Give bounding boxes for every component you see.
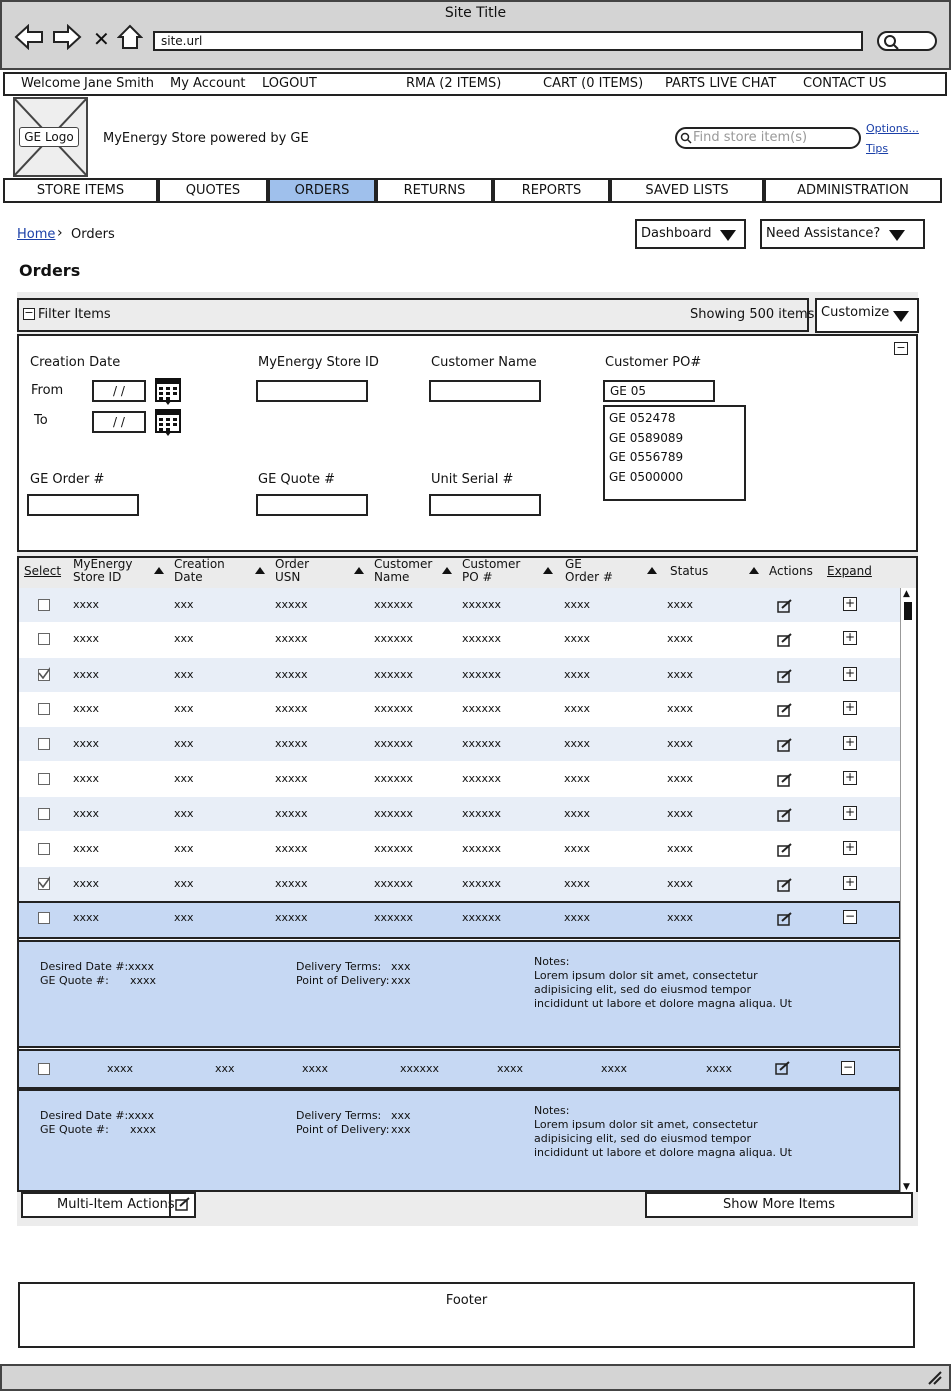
dashboard-dropdown-label: Dashboard	[641, 226, 712, 241]
edit-icon[interactable]	[777, 772, 793, 792]
delivery-terms-value: xxx	[391, 960, 411, 973]
store-id-cell: xxxx	[73, 668, 100, 681]
header-line: Creation	[174, 557, 225, 571]
resize-grip-icon[interactable]	[925, 1368, 943, 1390]
edit-icon[interactable]	[777, 877, 793, 897]
scroll-up-icon[interactable]: ▲	[903, 589, 910, 599]
creation-date-label: Creation Date	[30, 355, 121, 370]
ge-order-label: GE Order #	[30, 472, 105, 487]
store-id-label: MyEnergy Store ID	[258, 355, 379, 370]
unit-serial-input[interactable]	[429, 494, 541, 516]
contact-us-link[interactable]: CONTACT US	[803, 76, 887, 91]
po-suggestion[interactable]: GE 0589089	[609, 430, 684, 445]
sort-arrow-icon[interactable]	[354, 567, 364, 574]
table-row[interactable]	[19, 832, 901, 866]
order-usn-cell: xxxx	[302, 1062, 329, 1075]
tab-quotes[interactable]: QUOTES	[158, 178, 268, 203]
tips-link[interactable]: Tips	[866, 142, 889, 155]
sort-arrow-icon[interactable]	[543, 567, 553, 574]
creation-date-cell: xxx	[174, 737, 194, 750]
creation-date-cell: xxx	[174, 598, 194, 611]
need-assistance-label: Need Assistance?	[766, 226, 881, 241]
customize-label: Customize	[821, 305, 890, 320]
order-usn-column-header[interactable]	[275, 558, 309, 584]
expand-row-icon[interactable]: +	[844, 770, 856, 784]
order-detail-panel	[17, 940, 901, 1048]
tab-store-items[interactable]: STORE ITEMS	[3, 178, 158, 203]
customer-name-cell: xxxxxx	[374, 632, 414, 645]
delivery-terms-value: xxx	[391, 1109, 411, 1122]
breadcrumb-home-link[interactable]: Home	[17, 227, 56, 242]
footer: Footer	[18, 1282, 915, 1348]
status-cell: xxxx	[667, 911, 694, 924]
browser-search-field[interactable]	[877, 31, 937, 51]
home-icon[interactable]	[117, 24, 143, 54]
welcome-text: Welcome	[21, 76, 81, 91]
creation-date-column-header[interactable]	[174, 558, 225, 584]
dropdown-arrow-icon	[893, 311, 909, 322]
collapse-row-icon[interactable]: −	[842, 1060, 854, 1074]
parts-live-chat-link[interactable]: PARTS LIVE CHAT	[665, 76, 777, 91]
notes-line: Lorem ipsum dolor sit amet, consectetur	[534, 1118, 758, 1131]
status-cell: xxxx	[667, 877, 694, 890]
from-label: From	[31, 383, 64, 398]
sort-arrow-icon[interactable]	[749, 567, 759, 574]
customer-name-cell: xxxxxx	[374, 668, 414, 681]
customer-po-cell: xxxxxx	[462, 842, 502, 855]
multi-item-actions-button[interactable]	[21, 1192, 196, 1218]
store-id-cell: xxxx	[73, 598, 100, 611]
creation-date-cell: xxx	[215, 1062, 235, 1075]
point-of-delivery-label: Point of Delivery:	[296, 974, 390, 987]
store-id-cell: xxxx	[107, 1062, 134, 1075]
unit-serial-label: Unit Serial #	[431, 472, 514, 487]
row-checkbox[interactable]	[38, 703, 50, 715]
sort-arrow-icon[interactable]	[647, 567, 657, 574]
customer-po-cell: xxxxxx	[462, 877, 502, 890]
collapse-row-icon[interactable]: −	[844, 909, 856, 923]
dashboard-dropdown[interactable]	[635, 219, 746, 249]
order-usn-cell: xxxxx	[275, 668, 308, 681]
customer-po-cell: xxxxxx	[462, 911, 502, 924]
customer-name-label: Customer Name	[431, 355, 537, 370]
status-cell: xxxx	[706, 1062, 733, 1075]
table-row[interactable]	[19, 727, 901, 761]
order-usn-cell: xxxxx	[275, 737, 308, 750]
table-scrollbar[interactable]	[900, 588, 916, 1192]
row-checkbox[interactable]	[38, 843, 50, 855]
logout-link[interactable]: LOGOUT	[262, 76, 317, 91]
customer-po-column-header[interactable]	[462, 558, 520, 584]
row-checkbox[interactable]	[38, 808, 50, 820]
status-cell: xxxx	[667, 737, 694, 750]
ge-order-column-header[interactable]	[565, 558, 613, 584]
user-name: Jane Smith	[84, 76, 155, 91]
dropdown-arrow-icon	[720, 230, 736, 241]
tab-reports[interactable]: REPORTS	[493, 178, 610, 203]
po-suggestion[interactable]: GE 0500000	[609, 469, 684, 484]
expand-column-header[interactable]: Expand	[827, 564, 872, 578]
ge-order-cell: xxxx	[564, 632, 591, 645]
expand-row-icon[interactable]: +	[844, 735, 856, 749]
customer-po-label: Customer PO#	[605, 355, 702, 370]
browser-title: Site Title	[444, 5, 507, 21]
customer-name-cell: xxxxxx	[374, 842, 414, 855]
table-row[interactable]	[19, 622, 901, 656]
ge-order-cell: xxxx	[564, 737, 591, 750]
search-icon	[680, 132, 692, 148]
customer-name-cell: xxxxxx	[374, 807, 414, 820]
multi-item-actions-label: Multi-Item Actions	[57, 1197, 175, 1212]
search-icon	[883, 34, 899, 54]
creation-date-cell: xxx	[174, 702, 194, 715]
customer-po-cell: xxxxxx	[462, 632, 502, 645]
ge-order-cell: xxxx	[601, 1062, 628, 1075]
row-checkbox[interactable]	[38, 773, 50, 785]
notes-line: adipisicing elit, sed do eiusmod tempor	[534, 983, 752, 996]
notes-label: Notes:	[534, 955, 570, 968]
status-cell: xxxx	[667, 772, 694, 785]
customer-name-cell: xxxxxx	[374, 772, 414, 785]
ge-order-input[interactable]	[27, 494, 139, 516]
edit-icon[interactable]	[777, 632, 793, 652]
creation-date-cell: xxx	[174, 807, 194, 820]
expand-row-icon[interactable]: +	[844, 840, 856, 854]
notes-line: incididunt ut labore et dolore magna aliqua. Ut	[534, 997, 792, 1010]
header-line: Order #	[565, 570, 613, 584]
calendar-icon[interactable]	[155, 409, 179, 433]
expand-row-icon[interactable]: +	[844, 700, 856, 714]
point-of-delivery-value: xxx	[391, 974, 411, 987]
edit-icon[interactable]	[777, 598, 793, 618]
store-name: MyEnergy Store powered by GE	[103, 131, 309, 146]
order-detail-panel	[17, 1089, 901, 1192]
creation-date-cell: xxx	[174, 842, 194, 855]
expand-row-icon[interactable]: +	[844, 875, 856, 889]
rma-link[interactable]: RMA (2 ITEMS)	[406, 76, 502, 91]
store-id-cell: xxxx	[73, 842, 100, 855]
notes-line: Lorem ipsum dolor sit amet, consectetur	[534, 969, 758, 982]
page-title: Orders	[19, 261, 81, 280]
sort-arrow-icon[interactable]	[154, 567, 164, 574]
order-usn-cell: xxxxx	[275, 911, 308, 924]
customer-name-cell: xxxxxx	[374, 877, 414, 890]
customer-po-cell: xxxxxx	[462, 772, 502, 785]
table-row-expanded[interactable]	[17, 1049, 901, 1089]
customer-name-cell: xxxxxx	[374, 598, 414, 611]
row-checkbox[interactable]	[38, 738, 50, 750]
row-checkbox[interactable]	[38, 1063, 50, 1075]
edit-icon[interactable]	[775, 1060, 791, 1080]
ge-quote-label: GE Quote #	[258, 472, 335, 487]
creation-date-cell: xxx	[174, 772, 194, 785]
header-line: PO #	[462, 570, 493, 584]
store-id-column-header[interactable]	[73, 558, 132, 584]
customer-name-cell: xxxxxx	[400, 1062, 440, 1075]
order-usn-cell: xxxxx	[275, 598, 308, 611]
collapse-icon[interactable]: −	[24, 306, 34, 319]
ge-quote-value: xxxx	[130, 974, 157, 987]
customer-po-cell: xxxxxx	[462, 737, 502, 750]
order-usn-cell: xxxxx	[275, 842, 308, 855]
expand-row-icon[interactable]: +	[844, 596, 856, 610]
store-id-cell: xxxx	[73, 772, 100, 785]
tab-administration[interactable]: ADMINISTRATION	[764, 178, 942, 203]
status-column-header[interactable]: Status	[670, 564, 709, 578]
sort-arrow-icon[interactable]	[255, 567, 265, 574]
store-id-cell: xxxx	[73, 807, 100, 820]
notes-line: incididunt ut labore et dolore magna aliqua. Ut	[534, 1146, 792, 1159]
table-row[interactable]	[19, 797, 901, 831]
ge-order-cell: xxxx	[564, 877, 591, 890]
table-row[interactable]	[19, 867, 901, 901]
store-id-cell: xxxx	[73, 632, 100, 645]
edit-icon[interactable]	[777, 911, 793, 931]
stop-icon[interactable]: ✕	[93, 27, 110, 51]
chevron-right-icon: ›	[57, 225, 63, 241]
edit-icon[interactable]	[777, 737, 793, 757]
customer-name-cell: xxxxxx	[374, 911, 414, 924]
my-account-link[interactable]: My Account	[170, 76, 246, 91]
options-link[interactable]: Options...	[866, 122, 919, 135]
header-line: USN	[275, 570, 301, 584]
customer-name-input[interactable]	[429, 380, 541, 402]
tab-returns[interactable]: RETURNS	[376, 178, 493, 203]
creation-date-cell: xxx	[174, 911, 194, 924]
store-id-cell: xxxx	[73, 877, 100, 890]
need-assistance-dropdown[interactable]	[760, 219, 925, 249]
creation-date-cell: xxx	[174, 877, 194, 890]
table-row[interactable]	[19, 588, 901, 622]
edit-icon[interactable]	[777, 842, 793, 862]
ge-order-cell: xxxx	[564, 807, 591, 820]
header-line: GE	[565, 557, 582, 571]
customer-po-cell: xxxxxx	[462, 598, 502, 611]
store-id-cell: xxxx	[73, 737, 100, 750]
show-more-items-button[interactable]: Show More Items	[645, 1192, 913, 1218]
ge-order-cell: xxxx	[564, 911, 591, 924]
desired-date-value: xxxx	[128, 960, 155, 973]
ge-quote-value: xxxx	[130, 1123, 157, 1136]
status-cell: xxxx	[667, 598, 694, 611]
customer-po-input[interactable]: GE 05	[603, 380, 715, 402]
ge-order-cell: xxxx	[564, 702, 591, 715]
order-usn-cell: xxxxx	[275, 807, 308, 820]
store-id-cell: xxxx	[73, 911, 100, 924]
ge-order-cell: xxxx	[564, 668, 591, 681]
to-label: To	[34, 413, 48, 428]
showing-count: Showing 500 items	[690, 307, 815, 322]
breadcrumb-current: Orders	[71, 227, 115, 242]
po-autocomplete-list	[603, 405, 746, 501]
customer-po-cell: xxxx	[497, 1062, 524, 1075]
ge-order-cell: xxxx	[564, 842, 591, 855]
row-checkbox[interactable]	[38, 878, 50, 890]
point-of-delivery-value: xxx	[391, 1123, 411, 1136]
status-cell: xxxx	[667, 632, 694, 645]
table-row[interactable]	[19, 762, 901, 796]
header-line: Order	[275, 557, 310, 571]
edit-icon[interactable]	[777, 702, 793, 722]
status-cell: xxxx	[667, 668, 694, 681]
expand-row-icon[interactable]: +	[844, 666, 856, 680]
calendar-icon[interactable]	[155, 378, 179, 402]
customer-name-column-header[interactable]	[374, 558, 432, 584]
cart-link[interactable]: CART (0 ITEMS)	[543, 76, 644, 91]
ge-order-cell: xxxx	[564, 598, 591, 611]
delivery-terms-label: Delivery Terms:	[296, 960, 382, 973]
customize-dropdown[interactable]	[815, 298, 919, 333]
ge-order-cell: xxxx	[564, 772, 591, 785]
back-arrow-icon[interactable]	[14, 24, 44, 55]
table-row[interactable]	[19, 658, 901, 692]
logo-label: GE Logo	[19, 127, 79, 147]
header-line: MyEnergy	[73, 557, 133, 571]
point-of-delivery-label: Point of Delivery:	[296, 1123, 390, 1136]
expand-row-icon[interactable]: +	[844, 805, 856, 819]
po-suggestion[interactable]: GE 0556789	[609, 450, 684, 464]
ge-quote-label: GE Quote #:	[40, 974, 109, 987]
from-date-input[interactable]: / /	[92, 380, 146, 402]
expand-row-icon[interactable]: +	[844, 630, 856, 644]
edit-icon[interactable]	[777, 807, 793, 827]
status-cell: xxxx	[667, 842, 694, 855]
desired-date-value: xxxx	[128, 1109, 155, 1122]
url-bar[interactable]: site.url	[153, 31, 863, 51]
scroll-thumb[interactable]	[904, 602, 912, 620]
customer-name-cell: xxxxxx	[374, 737, 414, 750]
tab-orders[interactable]: ORDERS	[268, 178, 376, 203]
forward-arrow-icon[interactable]	[52, 24, 82, 55]
actions-column-header: Actions	[769, 564, 813, 578]
order-usn-cell: xxxxx	[275, 632, 308, 645]
header-line: Customer	[374, 557, 433, 571]
row-checkbox[interactable]	[38, 633, 50, 645]
row-checkbox[interactable]	[38, 669, 50, 681]
to-date-input[interactable]: / /	[92, 411, 146, 433]
ge-quote-label: GE Quote #:	[40, 1123, 109, 1136]
delivery-terms-label: Delivery Terms:	[296, 1109, 382, 1122]
table-row[interactable]	[19, 692, 901, 726]
header-line: Store ID	[73, 570, 122, 584]
creation-date-cell: xxx	[174, 668, 194, 681]
customer-po-cell: xxxxxx	[462, 702, 502, 715]
customer-name-cell: xxxxxx	[374, 702, 414, 715]
status-cell: xxxx	[667, 702, 694, 715]
select-column-header[interactable]: Select	[24, 564, 62, 578]
order-usn-cell: xxxxx	[275, 877, 308, 890]
po-suggestion[interactable]: GE 052478	[609, 411, 676, 425]
store-id-cell: xxxx	[73, 702, 100, 715]
ge-quote-input[interactable]	[256, 494, 368, 516]
tab-saved-lists[interactable]: SAVED LISTS	[610, 178, 764, 203]
edit-icon[interactable]	[777, 668, 793, 688]
order-usn-cell: xxxxx	[275, 702, 308, 715]
order-usn-cell: xxxxx	[275, 772, 308, 785]
scroll-down-icon[interactable]: ▼	[903, 1182, 910, 1192]
edit-icon	[169, 1192, 194, 1218]
dropdown-arrow-icon	[889, 230, 905, 241]
creation-date-cell: xxx	[174, 632, 194, 645]
desired-date-label: Desired Date #:	[40, 960, 129, 973]
desired-date-label: Desired Date #:	[40, 1109, 129, 1122]
customer-po-cell: xxxxxx	[462, 807, 502, 820]
store-id-input[interactable]	[256, 380, 368, 402]
header-line: Date	[174, 570, 203, 584]
table-row-expanded[interactable]	[17, 901, 901, 939]
browser-status-bar	[0, 1364, 951, 1391]
search-placeholder: Find store item(s)	[693, 130, 808, 145]
header-line: Customer	[462, 557, 521, 571]
notes-label: Notes:	[534, 1104, 570, 1117]
notes-line: adipisicing elit, sed do eiusmod tempor	[534, 1132, 752, 1145]
filter-items-toggle[interactable]: Filter Items	[38, 307, 111, 322]
store-search-input[interactable]	[675, 127, 861, 149]
row-checkbox[interactable]	[38, 599, 50, 611]
customer-po-cell: xxxxxx	[462, 668, 502, 681]
status-cell: xxxx	[667, 807, 694, 820]
row-checkbox[interactable]	[38, 912, 50, 924]
panel-collapse-icon[interactable]: −	[894, 342, 908, 355]
header-line: Name	[374, 570, 410, 584]
sort-arrow-icon[interactable]	[442, 567, 452, 574]
